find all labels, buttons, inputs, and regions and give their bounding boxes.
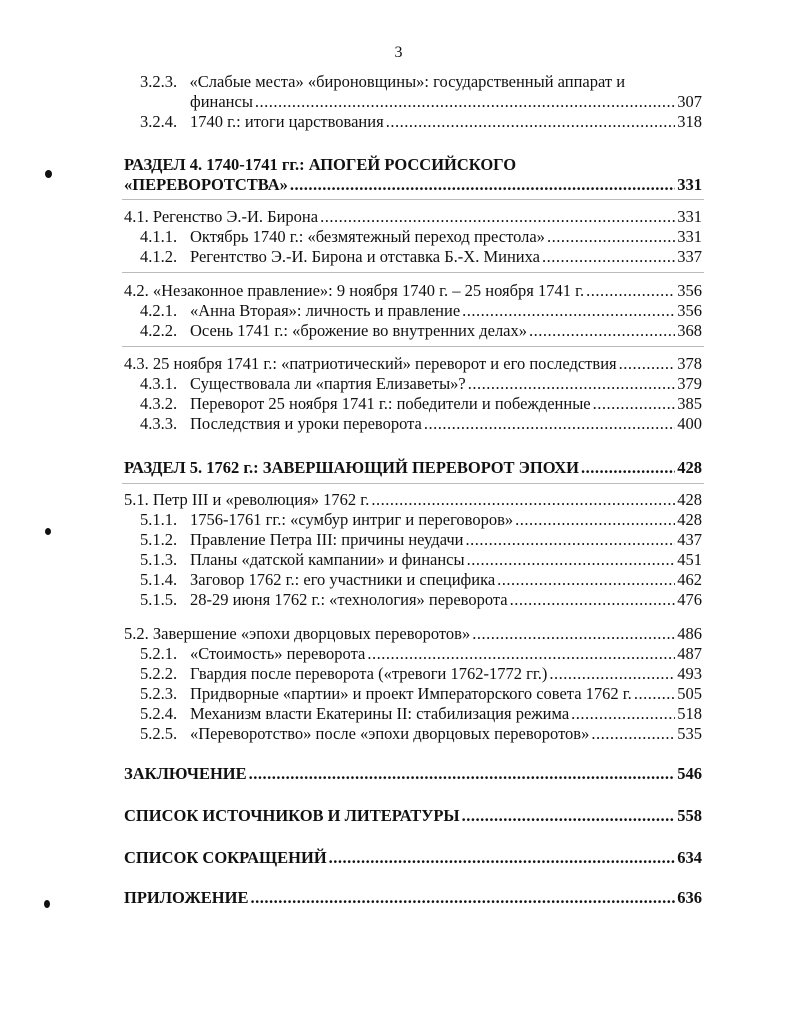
- scan-mark: [45, 528, 51, 535]
- toc-entry-4-3-2: 4.3.2. Переворот 25 ноября 1741 г.: победители и побежденные ..... 385: [140, 394, 702, 414]
- toc-section-5-1: 5.1. Петр III и «революция» 1762 г. ..... 428: [124, 490, 702, 510]
- toc-entry-5-2-1: 5.2.1. «Стоимость» переворота ..... 487: [140, 644, 702, 664]
- divider: [122, 272, 704, 273]
- toc-entry-5-2-5: 5.2.5. «Переворотство» после «эпохи дворцовых переворотов» ..... 535: [140, 724, 702, 744]
- toc-entry-4-2-1: 4.2.1. «Анна Вторая»: личность и правление ..... 356: [140, 301, 702, 321]
- toc-entry-4-1-1: 4.1.1. Октябрь 1740 г.: «безмятежный переход престола» ..... 331: [140, 227, 702, 247]
- divider: [122, 483, 704, 484]
- toc-entry-5-2-2: 5.2.2. Гвардия после переворота («тревоги 1762-1772 гг.) ..... 493: [140, 664, 702, 684]
- toc-appendix: ПРИЛОЖЕНИЕ ..... 636: [124, 888, 702, 908]
- divider: [122, 199, 704, 200]
- toc-entry-3-2-3-line1: 3.2.3. «Слабые места» «бироновщины»: государственный аппарат и: [140, 72, 626, 91]
- toc-entry-4-3-3: 4.3.3. Последствия и уроки переворота ..... 400: [140, 414, 702, 434]
- divider: [122, 346, 704, 347]
- toc-entry-5-1-3: 5.1.3. Планы «датской кампании» и финансы ..... 451: [140, 550, 702, 570]
- toc-sources-literature: СПИСОК ИСТОЧНИКОВ И ЛИТЕРАТУРЫ ..... 558: [124, 806, 702, 826]
- toc-entry-3-2-4: 3.2.4. 1740 г.: итоги царствования ..... 318: [140, 112, 702, 132]
- toc-abbreviations: СПИСОК СОКРАЩЕНИЙ ..... 634: [124, 848, 702, 868]
- page-number: 3: [394, 44, 403, 61]
- toc-entry-4-1-2: 4.1.2. Регентство Э.-И. Бирона и отставка Б.-Х. Миниха ..... 337: [140, 247, 702, 267]
- toc-entry-5-1-4: 5.1.4. Заговор 1762 г.: его участники и специфика ..... 462: [140, 570, 702, 590]
- toc-section-4-2: 4.2. «Незаконное правление»: 9 ноября 1740 г. – 25 ноября 1741 г. ..... 356: [124, 281, 702, 301]
- toc-entry-4-2-2: 4.2.2. Осень 1741 г.: «брожение во внутренних делах» ..... 368: [140, 321, 702, 341]
- toc-conclusion: ЗАКЛЮЧЕНИЕ ..... 546: [124, 764, 702, 784]
- toc-section-5-2: 5.2. Завершение «эпохи дворцовых переворотов» ..... 486: [124, 624, 702, 644]
- scan-mark: [45, 170, 52, 178]
- toc-entry-5-1-1: 5.1.1. 1756-1761 гг.: «сумбур интриг и переговоров» ..... 428: [140, 510, 702, 530]
- toc-entry-3-2-3: финансы ..... 307: [190, 92, 702, 112]
- toc-entry-5-2-4: 5.2.4. Механизм власти Екатерины II: стабилизация режима ..... 518: [140, 704, 702, 724]
- toc-part-4-line1: РАЗДЕЛ 4. 1740-1741 гг.: АПОГЕЙ РОССИЙСКОГО: [124, 155, 517, 174]
- scan-mark: [44, 900, 50, 908]
- toc-entry-4-3-1: 4.3.1. Существовала ли «партия Елизаветы»? ..... 379: [140, 374, 702, 394]
- toc-part-5: РАЗДЕЛ 5. 1762 г.: ЗАВЕРШАЮЩИЙ ПЕРЕВОРОТ ЭПОХИ ..... 428: [124, 458, 702, 478]
- toc-part-4: «ПЕРЕВОРОТСТВА» ..... 331: [124, 175, 702, 195]
- toc-section-4-1: 4.1. Регенство Э.-И. Бирона ..... 331: [124, 207, 702, 227]
- toc-entry-5-1-5: 5.1.5. 28-29 июня 1762 г.: «технология» переворота ..... 476: [140, 590, 702, 610]
- toc-section-4-3: 4.3. 25 ноября 1741 г.: «патриотический» переворот и его последствия ..... 378: [124, 354, 702, 374]
- toc-entry-5-1-2: 5.1.2. Правление Петра III: причины неудачи ..... 437: [140, 530, 702, 550]
- toc-entry-5-2-3: 5.2.3. Придворные «партии» и проект Императорского совета 1762 г. ..... 505: [140, 684, 702, 704]
